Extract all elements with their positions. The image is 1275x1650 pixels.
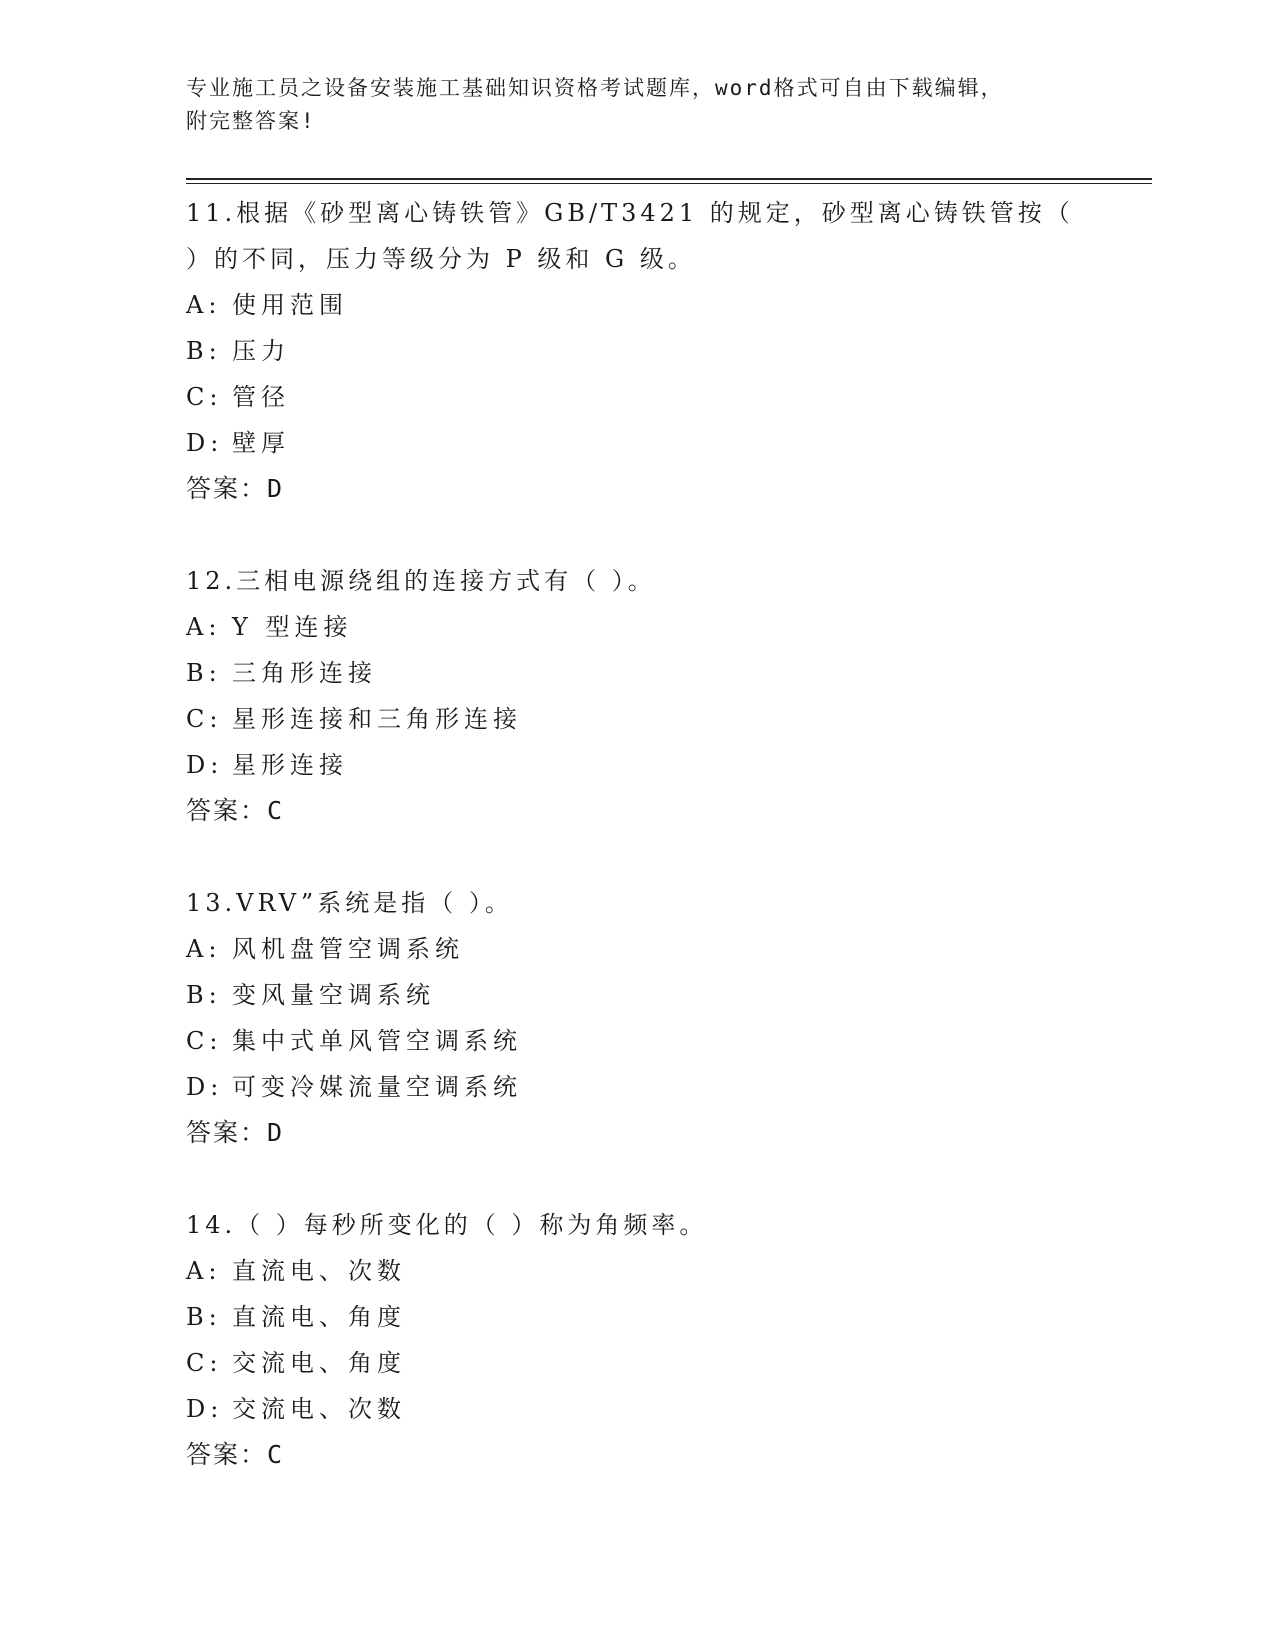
option-text: 使用范围 xyxy=(232,291,348,319)
answer-value: C xyxy=(267,1440,285,1469)
option-a xyxy=(186,926,1086,972)
option-text: 管径 xyxy=(232,383,290,411)
option-text: 交流电、角度 xyxy=(232,1349,406,1377)
option-text: 集中式单风管空调系统 xyxy=(232,1027,522,1055)
question-number: 13. xyxy=(186,889,237,917)
option-key: C: xyxy=(186,1027,223,1055)
option-text: 三角形连接 xyxy=(232,659,377,687)
option-key: A: xyxy=(186,935,222,963)
answer-value: D xyxy=(267,1118,285,1147)
question-number: 14. xyxy=(186,1211,237,1239)
option-d xyxy=(186,420,1086,466)
option-text: 直流电、次数 xyxy=(232,1257,406,1285)
header-line-1: 专业施工员之设备安装施工基础知识资格考试题库，word格式可自由下载编辑， xyxy=(186,76,1004,100)
option-key: B: xyxy=(186,981,222,1009)
option-key: C: xyxy=(186,705,223,733)
option-text: 交流电、次数 xyxy=(232,1395,406,1423)
option-c xyxy=(186,1340,1086,1386)
question-stem xyxy=(186,558,1086,604)
question-13 xyxy=(186,880,1086,1156)
question-stem-line-1: 三相电源绕组的连接方式有（ ）。 xyxy=(236,567,656,595)
question-stem-line-1: （ ）每秒所变化的（ ）称为角频率。 xyxy=(236,1211,708,1239)
answer-value: D xyxy=(267,474,285,503)
option-key: D: xyxy=(186,1073,224,1101)
option-a xyxy=(186,604,1086,650)
answer-line xyxy=(186,1432,1086,1478)
question-number: 11. xyxy=(186,199,237,227)
option-text: 壁厚 xyxy=(232,429,290,457)
header-divider-thin xyxy=(186,183,1152,184)
option-text: 变风量空调系统 xyxy=(232,981,435,1009)
answer-line xyxy=(186,466,1086,512)
header-line-2: 附完整答案! xyxy=(186,109,316,133)
option-text: 压力 xyxy=(232,337,290,365)
option-key: A: xyxy=(186,291,222,319)
question-stem-line-1: 根据《砂型离心铸铁管》GB/T3421 的规定，砂型离心铸铁管按（ xyxy=(236,199,1074,227)
question-stem xyxy=(186,190,1086,236)
option-text: 可变冷媒流量空调系统 xyxy=(232,1073,522,1101)
option-c xyxy=(186,696,1086,742)
question-stem xyxy=(186,880,1086,926)
option-d xyxy=(186,1064,1086,1110)
answer-label: 答案： xyxy=(186,474,268,503)
question-stem-line-2: ）的不同，压力等级分为 P 级和 G 级。 xyxy=(186,245,696,273)
option-d xyxy=(186,742,1086,788)
answer-label: 答案： xyxy=(186,1440,268,1469)
option-key: B: xyxy=(186,337,222,365)
document-header xyxy=(186,72,1086,138)
option-text: 风机盘管空调系统 xyxy=(232,935,464,963)
answer-label: 答案： xyxy=(186,1118,268,1147)
option-b xyxy=(186,972,1086,1018)
option-text: 星形连接和三角形连接 xyxy=(232,705,522,733)
option-a xyxy=(186,1248,1086,1294)
option-b xyxy=(186,328,1086,374)
option-key: D: xyxy=(186,1395,224,1423)
option-key: D: xyxy=(186,429,224,457)
option-c xyxy=(186,1018,1086,1064)
question-list xyxy=(186,190,1086,1524)
option-text: 直流电、角度 xyxy=(232,1303,406,1331)
option-key: D: xyxy=(186,751,224,779)
option-c xyxy=(186,374,1086,420)
question-12 xyxy=(186,558,1086,834)
option-d xyxy=(186,1386,1086,1432)
answer-value: C xyxy=(267,796,285,825)
question-14 xyxy=(186,1202,1086,1478)
option-key: B: xyxy=(186,1303,222,1331)
option-key: A: xyxy=(186,1257,222,1285)
option-key: C: xyxy=(186,383,223,411)
option-b xyxy=(186,1294,1086,1340)
option-a xyxy=(186,282,1086,328)
option-text: Y 型连接 xyxy=(232,613,353,641)
answer-line xyxy=(186,788,1086,834)
answer-label: 答案： xyxy=(186,796,268,825)
question-stem xyxy=(186,1202,1086,1248)
question-11 xyxy=(186,190,1086,512)
option-key: A: xyxy=(186,613,222,641)
header-divider-thick xyxy=(186,178,1152,180)
option-text: 星形连接 xyxy=(232,751,348,779)
question-number: 12. xyxy=(186,567,237,595)
question-stem-line-1: VRV”系统是指（ ）。 xyxy=(236,889,513,917)
answer-line xyxy=(186,1110,1086,1156)
option-key: B: xyxy=(186,659,222,687)
option-b xyxy=(186,650,1086,696)
option-key: C: xyxy=(186,1349,223,1377)
